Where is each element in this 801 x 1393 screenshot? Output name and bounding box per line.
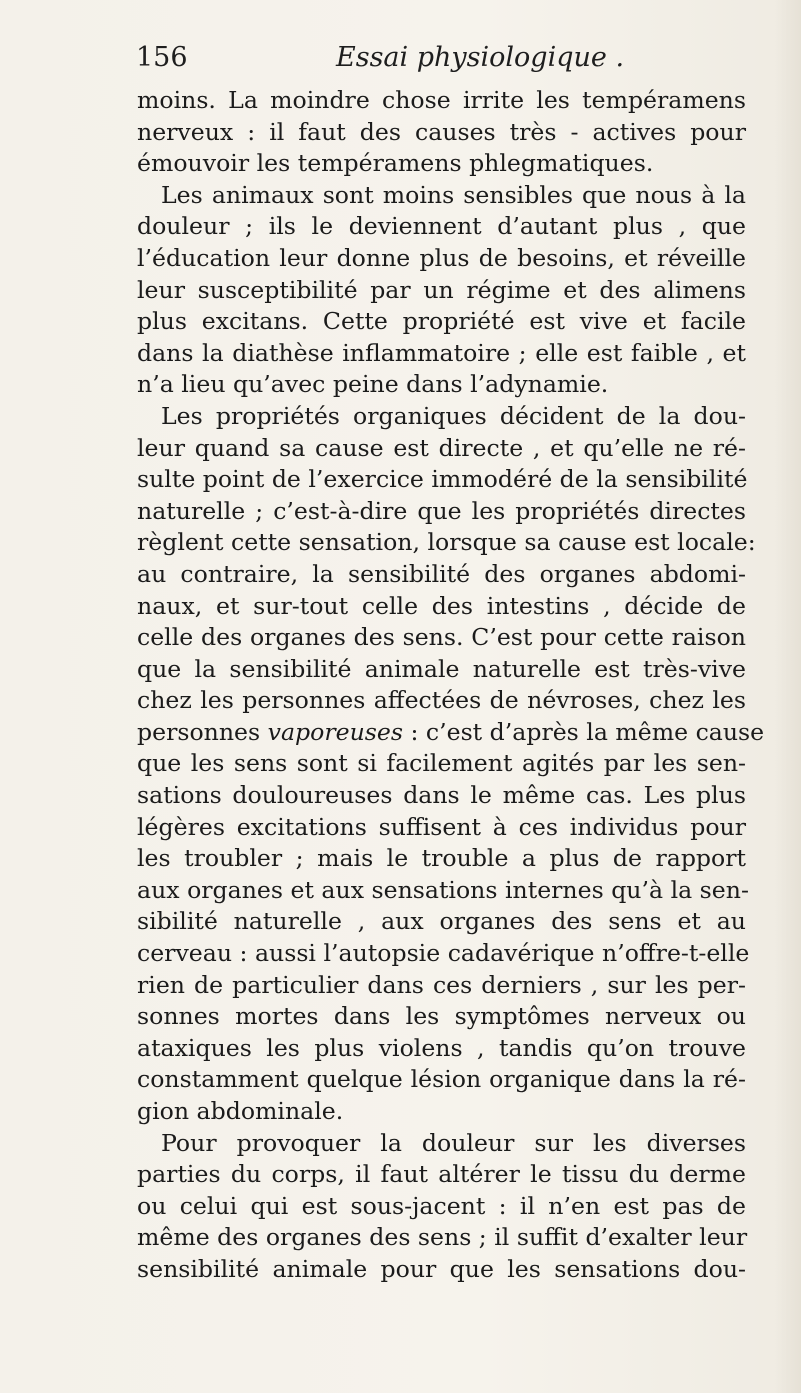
text-line: l’éducation leur donne plus de besoins, et réveille xyxy=(137,243,746,272)
text-line: naturelle ; c’est-à-dire que les propriétés directes xyxy=(137,496,746,525)
running-title: Essai physiologique . xyxy=(336,42,625,73)
text-line: au contraire, la sensibilité des organes abdomi- xyxy=(137,559,746,588)
text-line: douleur ; ils le deviennent d’autant plus , que xyxy=(137,212,746,241)
text-line: celle des organes des sens. C’est pour cette raison xyxy=(137,623,746,652)
page-edge-shadow xyxy=(775,0,801,1393)
text-line: naux, et sur-tout celle des intestins , décide de xyxy=(137,591,746,620)
text-line: plus excitans. Cette propriété est vive et facile xyxy=(137,307,746,336)
text-line: nerveux : il faut des causes très - actives pour xyxy=(137,117,746,146)
text-line: chez les personnes affectées de névroses, chez les xyxy=(137,686,746,715)
text-line: règlent cette sensation, lorsque sa cause est locale: xyxy=(137,528,756,557)
italic-word: vaporeuses xyxy=(267,717,403,746)
text-line: dans la diathèse inflammatoire ; elle est faible , et xyxy=(137,338,746,367)
text-line: n’a lieu qu’avec peine dans l’adynamie. xyxy=(137,370,609,399)
text-line: Les animaux sont moins sensibles que nous à la xyxy=(161,180,746,209)
page-number: 156 xyxy=(136,42,188,73)
text-line: Pour provoquer la douleur sur les diverses xyxy=(161,1128,746,1157)
text-line: émouvoir les tempéramens phlegmatiques. xyxy=(137,149,654,178)
text-line: moins. La moindre chose irrite les tempéramens xyxy=(137,86,746,114)
text-line: que les sens sont si facilement agités par les sen- xyxy=(137,749,746,778)
text-line: même des organes des sens ; il suffit d’exalter leur xyxy=(137,1223,748,1252)
text-line: constamment quelque lésion organique dans la ré- xyxy=(137,1065,746,1094)
text-line: gion abdominale. xyxy=(137,1097,344,1125)
text-line: ou celui qui est sous-jacent : il n’en est pas de xyxy=(137,1191,746,1220)
text-line: aux organes et aux sensations internes qu’à la sen- xyxy=(137,875,749,904)
text-line: sibilité naturelle , aux organes des sens et au xyxy=(137,907,746,936)
text-line: Les propriétés organiques décident de la dou- xyxy=(161,401,746,430)
text-line: personnes vaporeuses : c’est d’après la même cause xyxy=(137,717,765,746)
text-line: les troubler ; mais le trouble a plus de rapport xyxy=(137,844,746,873)
text-line: sensibilité animale pour que les sensations dou- xyxy=(137,1254,746,1283)
text-line: que la sensibilité animale naturelle est très-vive xyxy=(137,654,746,683)
text-line: ataxiques les plus violens , tandis qu’on trouve xyxy=(137,1033,746,1062)
body-text xyxy=(137,85,765,1286)
running-header xyxy=(136,42,736,82)
text-line: rien de particulier dans ces derniers , sur les per- xyxy=(137,970,746,999)
text-line: sonnes mortes dans les symptômes nerveux ou xyxy=(137,1002,746,1031)
text-line: cerveau : aussi l’autopsie cadavérique n’offre-t-elle xyxy=(137,939,750,968)
text-line: sulte point de l’exercice immodéré de la sensibilité xyxy=(137,465,748,494)
text-line: légères excitations suffisent à ces individus pour xyxy=(137,812,746,841)
text-line: leur quand sa cause est directe , et qu’elle ne ré- xyxy=(137,433,746,462)
text-line: leur susceptibilité par un régime et des alimens xyxy=(137,275,746,304)
text-line: sations douloureuses dans le même cas. Les plus xyxy=(137,781,746,810)
text-line: parties du corps, il faut altérer le tissu du derme xyxy=(137,1160,746,1189)
